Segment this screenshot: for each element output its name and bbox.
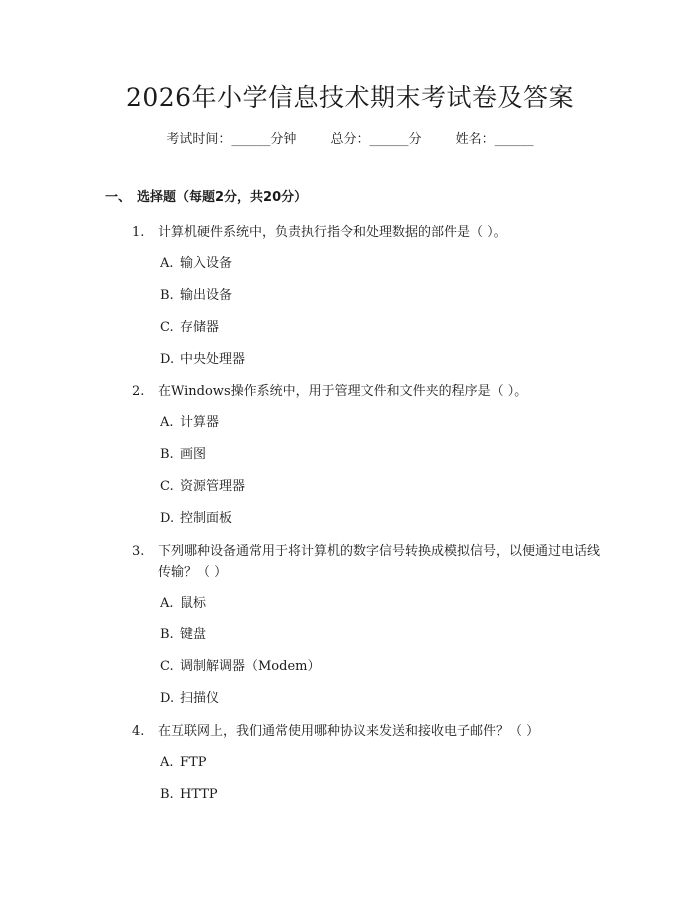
question-1-option-c [160,318,219,338]
option-text: 存储器 [180,320,220,335]
section-heading-choice [105,188,307,208]
option-letter: B. [160,288,174,303]
option-text: 扫描仪 [180,691,220,706]
section-title: 选择题（每题2分，共20分） [137,190,308,205]
question-text: 下列哪种设备通常用于将计算机的数字信号转换成模拟信号，以便通过电话线传输？（ ） [158,544,601,580]
question-3 [132,541,602,583]
option-text: 调制解调器（Modem） [180,659,321,674]
question-4-option-b [160,785,218,805]
question-3-option-b [160,625,206,645]
option-text: 输出设备 [180,288,233,303]
question-1-option-d [160,350,245,370]
option-text: 输入设备 [180,256,233,271]
option-text: 鼠标 [180,596,207,611]
option-letter: D. [160,691,175,706]
student-name-field: 姓名：______ [455,132,534,147]
question-3-option-d [160,689,219,709]
section-number: 一、 [105,190,132,205]
option-letter: A. [160,415,174,430]
question-1 [132,222,602,243]
option-letter: A. [160,256,174,271]
option-text: 中央处理器 [180,352,246,367]
question-text: 在互联网上，我们通常使用哪种协议来发送和接收电子邮件？（ ） [158,724,540,739]
question-2-option-d [160,509,232,529]
question-number: 4. [132,724,145,739]
option-letter: A. [160,755,174,770]
total-score-field: 总分：______分 [330,132,422,147]
option-letter: A. [160,596,174,611]
question-number: 1. [132,225,145,240]
option-letter: B. [160,627,174,642]
question-2-option-b [160,445,206,465]
question-2 [132,381,602,402]
option-letter: D. [160,352,175,367]
question-2-option-c [160,477,245,497]
question-3-option-a [160,594,206,614]
option-text: 计算器 [180,415,220,430]
question-1-option-b [160,286,232,306]
question-3-option-c [160,657,320,677]
option-text: HTTP [180,787,218,802]
option-text: FTP [180,755,207,770]
question-2-option-a [160,413,219,433]
option-letter: C. [160,659,174,674]
option-text: 资源管理器 [180,479,246,494]
option-letter: B. [160,447,174,462]
question-text: 计算机硬件系统中，负责执行指令和处理数据的部件是（ ）。 [158,225,507,240]
question-1-option-a [160,254,232,274]
question-number: 2. [132,384,145,399]
option-text: 键盘 [180,627,207,642]
question-4 [132,721,602,742]
question-number: 3. [132,544,145,559]
question-text: 在Windows操作系统中，用于管理文件和文件夹的程序是（ ）。 [158,384,528,399]
option-letter: C. [160,320,174,335]
option-letter: D. [160,511,175,526]
option-letter: C. [160,479,174,494]
page-title: 2026年小学信息技术期末考试卷及答案 [125,83,575,112]
option-text: 画图 [180,447,207,462]
option-letter: B. [160,787,174,802]
question-4-option-a [160,753,206,773]
exam-time-field: 考试时间：______分钟 [166,132,297,147]
exam-info-line [0,130,700,150]
option-text: 控制面板 [180,511,233,526]
